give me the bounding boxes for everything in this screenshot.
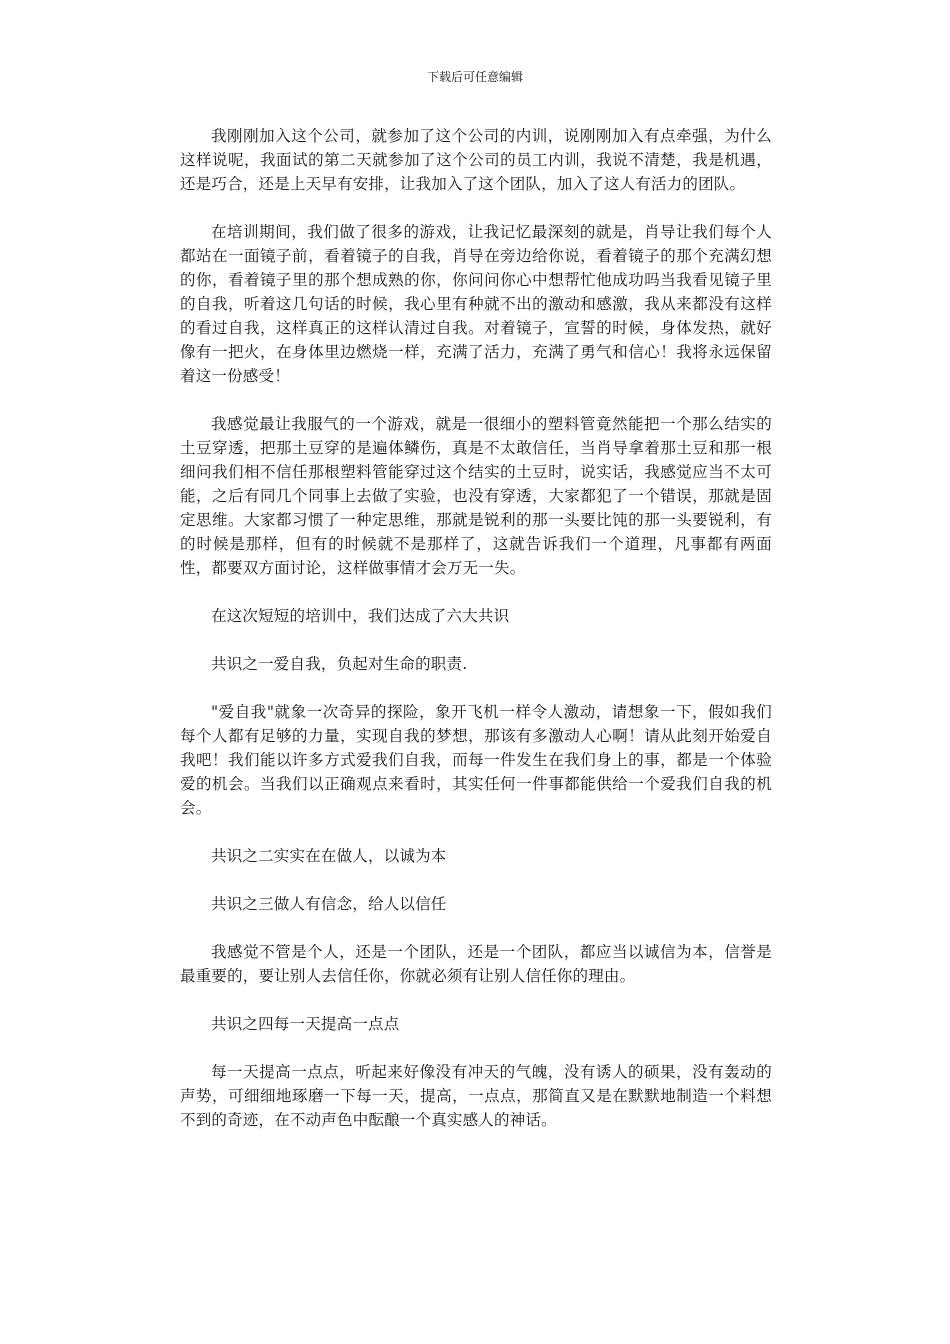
paragraph: 共识之二实实在在做人，以诚为本 (211, 847, 447, 865)
paragraph: "爱自我"就象一次奇异的探险，象开飞机一样令人激动，请想象一下，假如我们每个人都有足够的力量，实现自我的梦想，那该有多激动人心啊！请从此刻开始爱自我吧！我们能以许多方式爱我们自我，而每一件发生在我们身上的事，都是一个体验爱的机会。当我们以正确观点来看时，其实任何一件事都能供给一个爱我们自我的机会。 (180, 703, 772, 817)
paragraph: 在培训期间，我们做了很多的游戏，让我记忆最深刻的就是，肖导让我们每个人都站在一面镜子前，看着镜子的自我，肖导在旁边给你说，看着镜子的那个充满幻想的你，看着镜子里的那个想成熟的你，你问问你心中想帮忙他成功吗当我看见镜子里的自我，听着这几句话的时候，我心里有种就不出的激动和感激，我从来都没有这样的看过自我，这样真正的这样认清过自我。对着镜子，宣誓的时候，身体发热，就好像有一把火，在身体里边燃烧一样，充满了活力，充满了勇气和信心！我将永远保留着这一份感受！ (180, 223, 772, 385)
paragraph: 我刚刚加入这个公司，就参加了这个公司的内训，说刚刚加入有点牵强，为什么这样说呢，我面试的第二天就参加了这个公司的员工内训，我说不清楚，我是机遇，还是巧合，还是上天早有安排，让我加入了这个团队，加入了这人有活力的团队。 (180, 127, 772, 193)
paragraph: 在这次短短的培训中，我们达成了六大共识 (211, 607, 510, 625)
paragraph: 我感觉不管是个人，还是一个团队，还是一个团队，都应当以诚信为本，信誉是最重要的，要让别人去信任你，你就必须有让别人信任你的理由。 (180, 943, 772, 985)
document-body (180, 124, 772, 1156)
paragraph: 每一天提高一点点，听起来好像没有冲天的气魄，没有诱人的硕果，没有轰动的声势，可细细地琢磨一下每一天，提高，一点点，那简直又是在默默地制造一个料想不到的奇迹，在不动声色中酝酿一个真实感人的神话。 (180, 1063, 772, 1129)
paragraph: 共识之一爱自我，负起对生命的职责. (211, 655, 468, 673)
paragraph: 共识之四每一天提高一点点 (211, 1015, 400, 1033)
paragraph: 共识之三做人有信念，给人以信任 (211, 895, 447, 913)
header-note: 下载后可任意编辑 (426, 70, 523, 84)
paragraph: 我感觉最让我服气的一个游戏，就是一很细小的塑料管竟然能把一个那么结实的土豆穿透，把那土豆穿的是遍体鳞伤，真是不太敢信任，当肖导拿着那土豆和那一根细问我们相不信任那根塑料管能穿过这个结实的土豆时，说实话，我感觉应当不太可能，之后有同几个同事上去做了实验，也没有穿透，大家都犯了一个错误，那就是固定思维。大家都习惯了一种定思维，那就是锐利的那一头要比饨的那一头要锐利，有的时候是那样，但有的时候就不是那样了，这就告诉我们一个道理，凡事都有两面性，都要双方面讨论，这样做事情才会万无一失。 (180, 415, 772, 577)
